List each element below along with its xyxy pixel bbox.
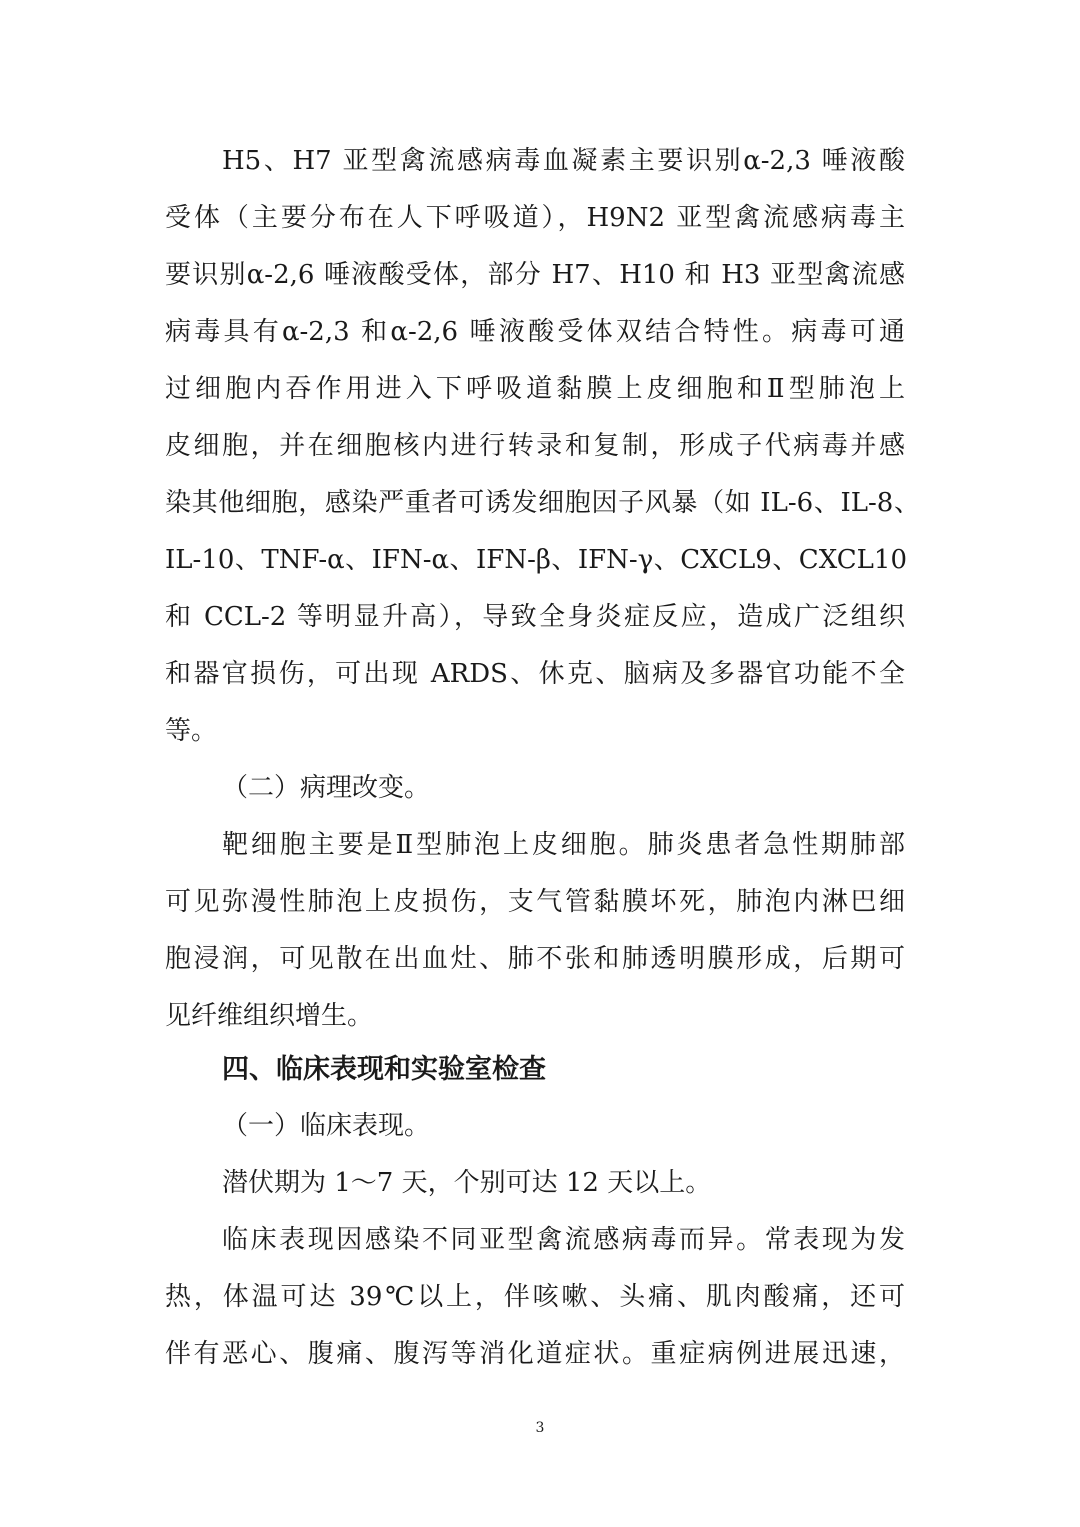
paragraph-line: 要识别α-2,6 唾液酸受体，部分 H7、H10 和 H3 亚型禽流感 <box>165 260 905 290</box>
paragraph-line: 可见弥漫性肺泡上皮损伤，支气管黏膜坏死，肺泡内淋巴细 <box>165 887 905 917</box>
paragraph-line: 过细胞内吞作用进入下呼吸道黏膜上皮细胞和Ⅱ型肺泡上 <box>165 374 905 404</box>
paragraph-line: 伴有恶心、腹痛、腹泻等消化道症状。重症病例进展迅速， <box>165 1339 905 1369</box>
paragraph-line: 潜伏期为 1～7 天，个别可达 12 天以上。 <box>222 1168 712 1198</box>
paragraph-line: 临床表现因感染不同亚型禽流感病毒而异。常表现为发 <box>222 1225 905 1255</box>
paragraph-line: 胞浸润，可见散在出血灶、肺不张和肺透明膜形成，后期可 <box>165 944 905 974</box>
paragraph-line: 皮细胞，并在细胞核内进行转录和复制，形成子代病毒并感 <box>165 431 905 461</box>
subsection-title: （一）临床表现。 <box>222 1111 431 1141</box>
paragraph-line: 和 CCL-2 等明显升高），导致全身炎症反应，造成广泛组织 <box>165 602 905 632</box>
page-number: 3 <box>535 1420 545 1436</box>
paragraph-line: 靶细胞主要是Ⅱ型肺泡上皮细胞。肺炎患者急性期肺部 <box>222 830 905 860</box>
paragraph-line: 热，体温可达 39℃以上，伴咳嗽、头痛、肌肉酸痛，还可 <box>165 1282 905 1312</box>
section-heading: 四、临床表现和实验室检查 <box>222 1054 546 1085</box>
subsection-title: （二）病理改变。 <box>222 773 431 803</box>
paragraph-line: 染其他细胞，感染严重者可诱发细胞因子风暴（如 IL-6、IL-8、 <box>165 488 920 518</box>
paragraph-line: IL-10、TNF-α、IFN-α、IFN-β、IFN-γ、CXCL9、CXCL10 <box>165 545 907 575</box>
paragraph-line: 病毒具有α-2,3 和α-2,6 唾液酸受体双结合特性。病毒可通 <box>165 317 905 347</box>
paragraph-line: H5、H7 亚型禽流感病毒血凝素主要识别α-2,3 唾液酸 <box>222 146 905 176</box>
paragraph-line: 见纤维组织增生。 <box>165 1001 374 1031</box>
paragraph-line: 和器官损伤，可出现 ARDS、休克、脑病及多器官功能不全 <box>165 659 905 689</box>
paragraph-line: 等。 <box>165 716 218 746</box>
paragraph-line: 受体（主要分布在人下呼吸道），H9N2 亚型禽流感病毒主 <box>165 203 905 233</box>
